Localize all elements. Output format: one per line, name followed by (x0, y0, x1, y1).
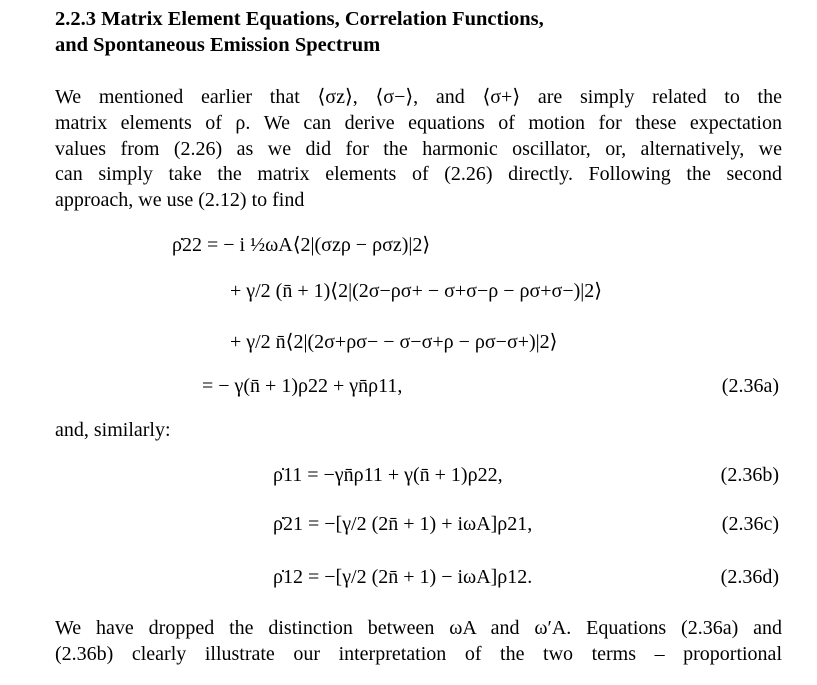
paragraph-intro (55, 85, 782, 214)
paragraph-line: We mentioned earlier that ⟨σz⟩, ⟨σ−⟩, and ⟨σ+⟩ are simply related to the (55, 86, 782, 108)
paragraph-line: values from (2.26) as we did for the harmonic oscillator, or, alternatively, we (55, 137, 782, 160)
equation-2-36a-line-1: ρ̇22 = − i ½ωA⟨2|(σzρ − ρσz)|2⟩ (172, 234, 431, 256)
paragraph-discussion (55, 616, 782, 668)
paragraph-line: (2.36b) clearly illustrate our interpretation of the two terms – proportional (55, 642, 782, 665)
equation-label-2-36c: (2.36c) (721, 513, 779, 535)
equation-2-36a-line-2: + γ/2 (n̄ + 1)⟨2|(2σ−ρσ+ − σ+σ−ρ − ρσ+σ−)|2⟩ (230, 280, 603, 302)
equation-label-2-36d: (2.36d) (720, 566, 779, 588)
equation-2-36b: ρ̇11 = −γn̄ρ11 + γ(n̄ + 1)ρ22, (273, 464, 503, 486)
equation-label-2-36b: (2.36b) (720, 464, 779, 486)
paragraph-line: can simply take the matrix elements of (2.26) directly. Following the second (55, 163, 782, 186)
section-title-line-1: 2.2.3 Matrix Element Equations, Correlation Functions, (55, 8, 544, 30)
equation-2-36a-line-3: + γ/2 n̄⟨2|(2σ+ρσ− − σ−σ+ρ − ρσ−σ+)|2⟩ (230, 331, 558, 353)
paragraph-line: We have dropped the distinction between ωA and ω′A. Equations (2.36a) and (55, 617, 782, 639)
equation-2-36a-line-4: = − γ(n̄ + 1)ρ22 + γn̄ρ11, (202, 375, 403, 397)
equation-2-36d: ρ̇12 = −[γ/2 (2n̄ + 1) − iωA]ρ12. (273, 566, 533, 588)
equation-2-36c: ρ̇21 = −[γ/2 (2n̄ + 1) + iωA]ρ21, (273, 513, 533, 535)
section-heading (55, 6, 795, 58)
paragraph-line: matrix elements of ρ. We can derive equations of motion for these expectation (55, 111, 782, 134)
section-title-line-2: and Spontaneous Emission Spectrum (55, 34, 381, 56)
paragraph-line: approach, we use (2.12) to find (55, 189, 305, 212)
connector-text: and, similarly: (55, 419, 171, 441)
equation-label-2-36a: (2.36a) (721, 375, 779, 397)
